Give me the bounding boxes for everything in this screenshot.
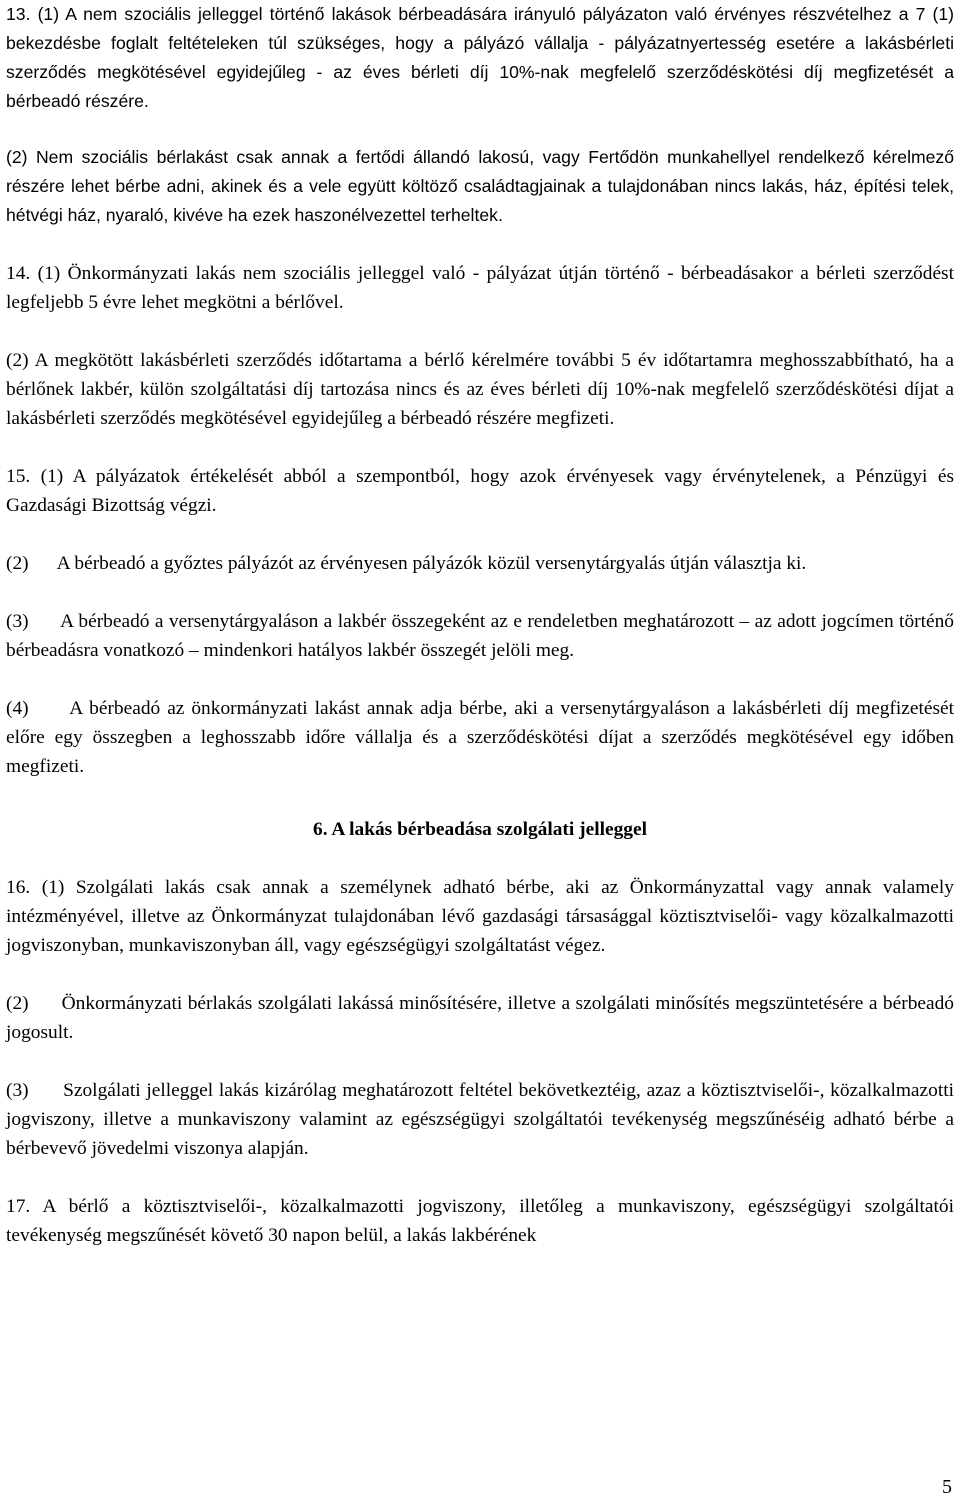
paragraph-16-2: (2) Önkormányzati bérlakás szolgálati lakássá minősítésére, illetve a szolgálati minősítés megszüntetésére a bérbeadó jogosult. (6, 993, 959, 1043)
paragraph-14-2: (2) A megkötött lakásbérleti szerződés időtartama a bérlő kérelmére további 5 év időtartamra meghosszabbítható, ha a bérlőnek lakbér, külön szolgáltatási díj tartozása nincs és az éves bérleti díj 10%-nak megfelelő szerződéskötési díjat a lakásbérleti szerződés megkötésével egyidejűleg a bérbeadó részére megfizeti. (6, 350, 954, 429)
paragraph-16-3: (3) Szolgálati jelleggel lakás kizárólag meghatározott feltétel bekövetkeztéig, azaz a köztisztviselői-, közalkalmazotti jogviszony, illetve a munkaviszony valamint az egészségügyi szolgáltatói tevékenység megszűnéséig adható bérbe a bérbevevő jövedelmi viszonya alapján. (6, 1080, 959, 1159)
page-number: 5 (942, 1476, 952, 1498)
paragraph-17: 17. A bérlő a köztisztviselői-, közalkalmazotti jogviszony, illetőleg a munkaviszony, egészségügyi szolgáltatói tevékenység megszűnését követő 30 napon belül, a lakás lakbérének (6, 1196, 954, 1246)
section-heading: 6. A lakás bérbeadása szolgálati jelleggel (313, 819, 647, 840)
paragraph-15-3: (3) A bérbeadó a versenytárgyaláson a lakbér összegeként az e rendeletben meghatározott – az adott jogcímen történő bérbeadásra vonatkozó – mindenkori hatályos lakbér összegét jelöli meg. (6, 611, 959, 661)
paragraph-13-1: 13. (1) A nem szociális jelleggel történő lakások bérbeadására irányuló pályázaton való érvényes részvételhez a 7 (1) bekezdésbe foglalt feltételeken túl szükséges, hogy a pályázó vállalja - pályázatnyertesség esetére a lakásbérleti szerződés megkötésével egyidejűleg - az éves bérleti díj 10%-nak megfelelő szerződéskötési díj megfizetését a bérbeadó részére. (6, 4, 954, 111)
paragraph-15-1: 15. (1) A pályázatok értékelését abból a szempontból, hogy azok érvényesek vagy érvénytelenek, a Pénzügyi és Gazdasági Bizottság végzi. (6, 466, 954, 516)
paragraph-14-1: 14. (1) Önkormányzati lakás nem szociális jelleggel való - pályázat útján történő - bérbeadásakor a bérleti szerződést legfeljebb 5 évre lehet megkötni a bérlővel. (6, 263, 954, 313)
paragraph-16-1: 16. (1) Szolgálati lakás csak annak a személynek adható bérbe, aki az Önkormányzattal vagy annak valamely intézményével, illetve az Önkormányzat tulajdonában lévő gazdasági társasággal köztisztviselői- vagy közalkalmazotti jogviszonyban, munkaviszonyban áll, vagy egészségügyi szolgáltatást végez. (6, 877, 954, 956)
paragraph-13-2: (2) Nem szociális bérlakást csak annak a fertődi állandó lakosú, vagy Fertődön munkahellyel rendelkező kérelmező részére lehet bérbe adni, akinek és a vele együtt költöző családtagjainak a tulajdonában nincs lakás, ház, építési telek, hétvégi ház, nyaraló, kivéve ha ezek haszonélvezettel terheltek. (6, 147, 954, 225)
paragraph-15-2: (2) A bérbeadó a győztes pályázót az érvényesen pályázók közül versenytárgyalás útján választja ki. (6, 553, 807, 574)
paragraph-15-4: (4) A bérbeadó az önkormányzati lakást annak adja bérbe, aki a versenytárgyaláson a lakásbérleti díj megfizetését előre egy összegben a leghosszabb időre vállalja és a szerződéskötési díjat a szerződés megkötésével egy időben megfizeti. (6, 698, 959, 777)
